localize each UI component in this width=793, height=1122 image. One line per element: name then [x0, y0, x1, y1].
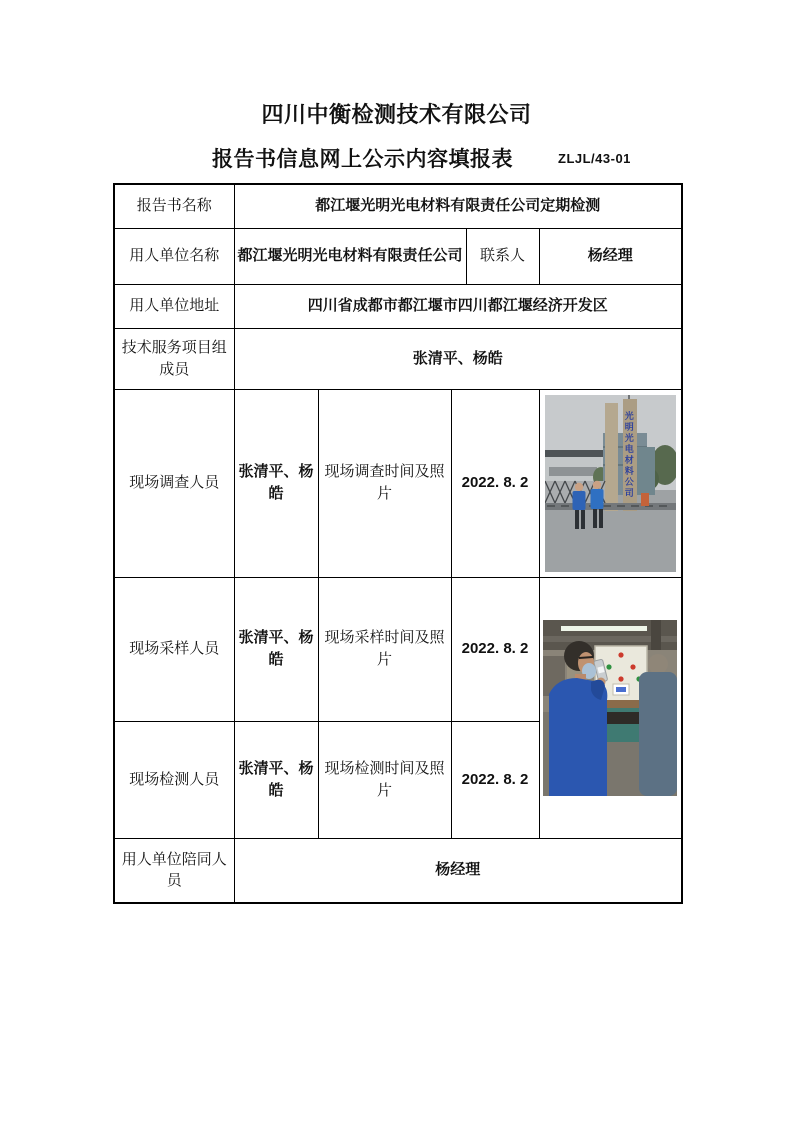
site-testing-date: 2022. 8. 2: [451, 721, 539, 838]
form-title: 报告书信息网上公示内容填报表: [212, 148, 513, 171]
site-sampling-label: 现场采样人员: [114, 577, 234, 721]
table-row: [114, 228, 682, 284]
company-title: 四川中衡检测技术有限公司: [261, 102, 532, 127]
site-survey-photo-cell: [539, 389, 682, 577]
contact-label: 联系人: [466, 228, 539, 284]
factory-entrance-photo-graphic: [545, 395, 676, 572]
site-testing-time-label: 现场检测时间及照片: [318, 721, 451, 838]
table-row: [114, 838, 682, 903]
site-survey-date: 2022. 8. 2: [451, 389, 539, 577]
employer-address-label: 用人单位地址: [114, 284, 234, 328]
report-name-label: 报告书名称: [114, 184, 234, 228]
onsite-sampling-photo-graphic: [543, 620, 677, 796]
table-row: [114, 284, 682, 328]
table-row: [114, 184, 682, 228]
table-row: [114, 577, 682, 721]
employer-name-value: 都江堰光明光电材料有限责任公司: [234, 228, 466, 284]
pillar-sign-text: 光明光电材料公司: [623, 410, 634, 499]
project-team-value: 张清平、杨皓: [234, 328, 682, 389]
site-survey-label: 现场调查人员: [114, 389, 234, 577]
site-sampling-time-label: 现场采样时间及照片: [318, 577, 451, 721]
site-survey-photo: [545, 395, 676, 572]
table-row: [114, 389, 682, 577]
site-testing-personnel: 张清平、杨皓: [234, 721, 318, 838]
site-survey-time-label: 现场调查时间及照片: [318, 389, 451, 577]
site-survey-personnel: 张清平、杨皓: [234, 389, 318, 577]
table-row: [114, 328, 682, 389]
contact-value: 杨经理: [539, 228, 682, 284]
site-testing-label: 现场检测人员: [114, 721, 234, 838]
accompanying-value: 杨经理: [234, 838, 682, 903]
accompanying-label: 用人单位陪同人员: [114, 838, 234, 903]
sampling-photo-cell: [539, 577, 682, 838]
site-sampling-personnel: 张清平、杨皓: [234, 577, 318, 721]
report-name-value: 都江堰光明光电材料有限责任公司定期检测: [234, 184, 682, 228]
site-sampling-date: 2022. 8. 2: [451, 577, 539, 721]
report-info-table: [113, 183, 683, 904]
sampling-photo: [543, 620, 677, 796]
employer-address-value: 四川省成都市都江堰市四川都江堰经济开发区: [234, 284, 682, 328]
employer-name-label: 用人单位名称: [114, 228, 234, 284]
project-team-label: 技术服务项目组成员: [114, 328, 234, 389]
form-code: ZLJL/43-01: [558, 151, 631, 166]
